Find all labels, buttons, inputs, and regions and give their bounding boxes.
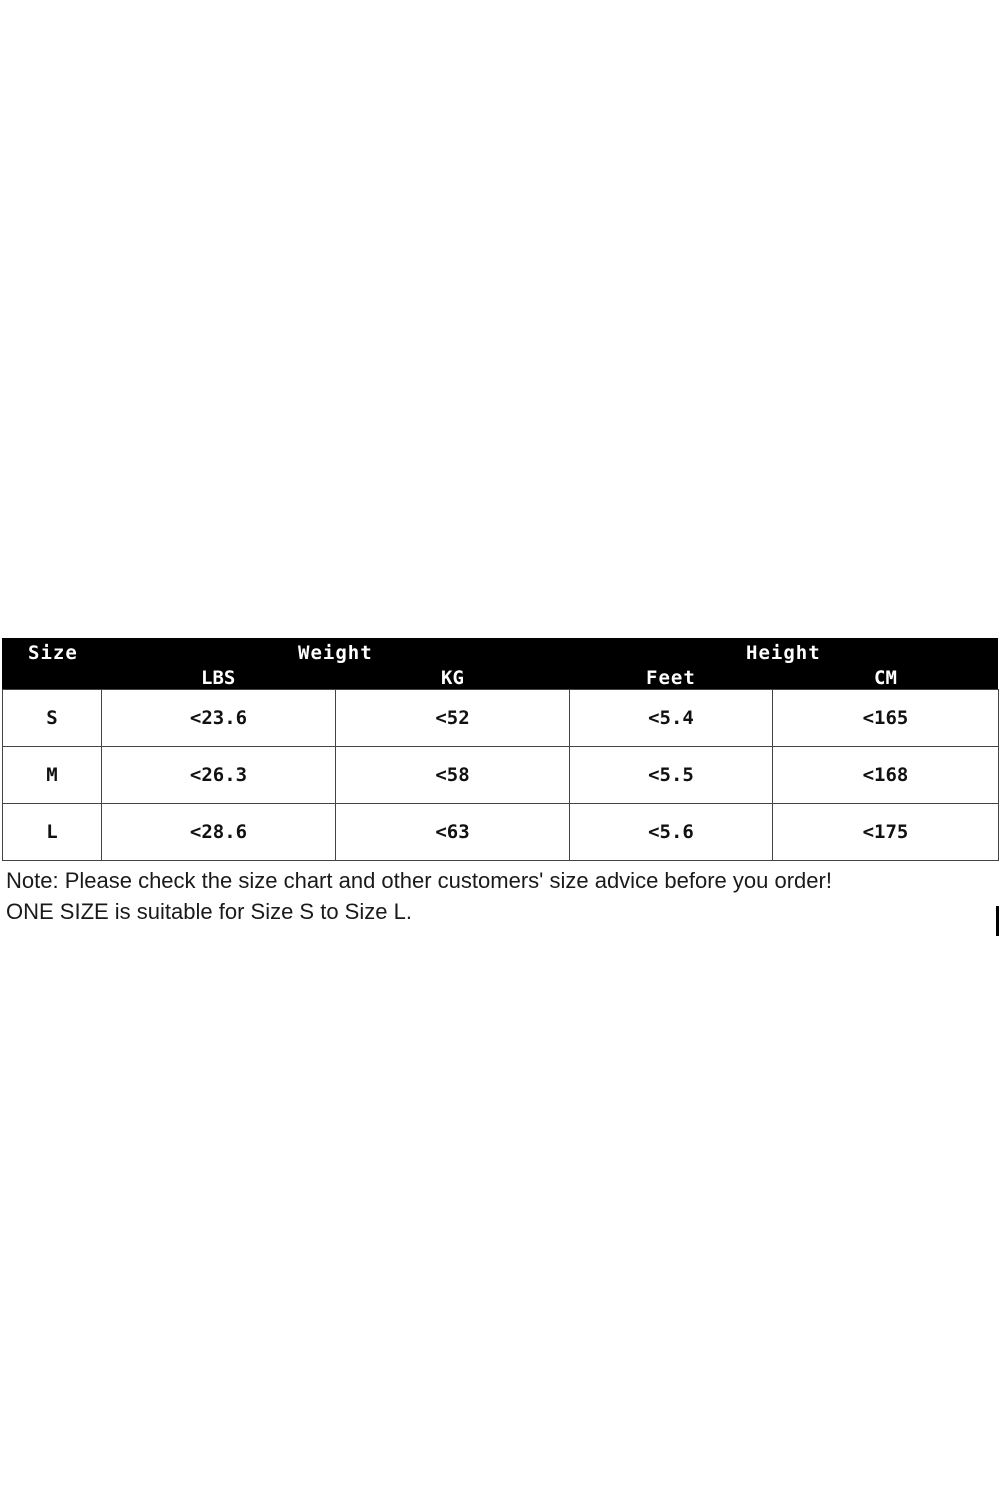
- cell-size: M: [3, 747, 102, 804]
- table-row: [3, 690, 999, 747]
- cell-cm: <168: [773, 747, 999, 804]
- one-size-note: ONE SIZE is suitable for Size S to Size L.: [6, 899, 412, 924]
- cell-feet: <5.5: [570, 747, 773, 804]
- cell-cm: <165: [773, 690, 999, 747]
- header-kg: KG: [441, 667, 464, 689]
- cell-feet: <5.6: [570, 804, 773, 861]
- cell-size: S: [3, 690, 102, 747]
- cell-kg: <63: [336, 804, 570, 861]
- table-row: [3, 747, 999, 804]
- size-chart: [2, 638, 998, 861]
- header-height: Height: [746, 642, 821, 664]
- header-weight: Weight: [298, 642, 373, 664]
- cell-kg: <58: [336, 747, 570, 804]
- cell-size: L: [3, 804, 102, 861]
- header-size: Size: [28, 642, 78, 664]
- size-advice-note: Note: Please check the size chart and other customers' size advice before you order!: [6, 868, 832, 893]
- edge-mark: [996, 906, 999, 936]
- cell-lbs: <28.6: [102, 804, 336, 861]
- cell-feet: <5.4: [570, 690, 773, 747]
- cell-lbs: <23.6: [102, 690, 336, 747]
- cell-lbs: <26.3: [102, 747, 336, 804]
- cell-kg: <52: [336, 690, 570, 747]
- table-row: [3, 804, 999, 861]
- cell-cm: <175: [773, 804, 999, 861]
- size-chart-header: [2, 638, 998, 689]
- header-cm: CM: [874, 667, 897, 689]
- size-chart-table: [2, 689, 999, 861]
- header-feet: Feet: [646, 667, 696, 689]
- header-lbs: LBS: [201, 667, 236, 689]
